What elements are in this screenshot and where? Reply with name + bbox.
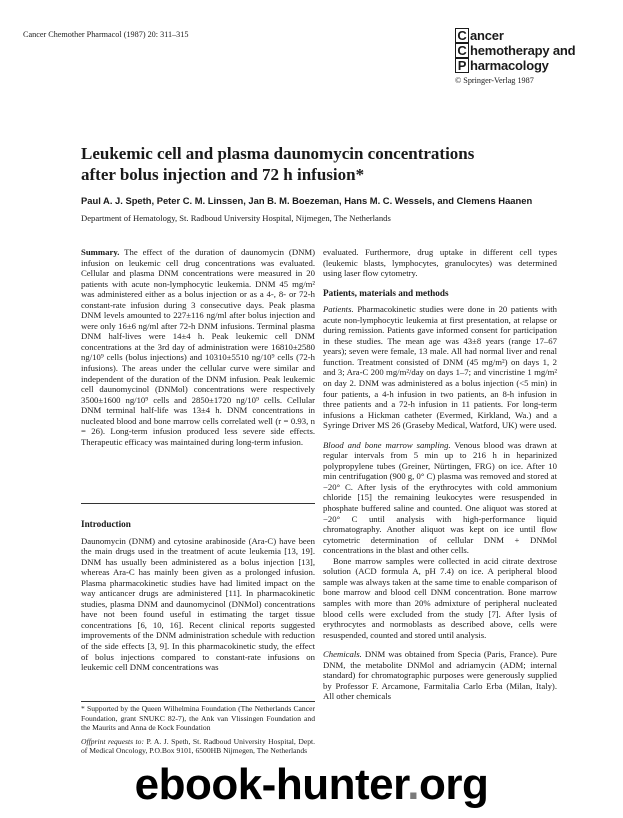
- summary-label: Summary.: [81, 247, 120, 257]
- article-title: [81, 143, 561, 185]
- summary-text: The effect of the duration of daunomycin (DNM) infusion on leukemic cell drug concentrations was evaluated. Cellular and plasma DNM concentrations were measured in 20 patients with acute non-lymphocytic leukemia. DNM 45 mg/m² was administered either as a bolus injection or as a 4-, 8- or 72-h constant-rate infusion during 3 consecutive days. Peak plasma DNM levels amounted to 227±116 ng/ml after bolus injection and were only 16±6 ng/ml after 72-h DNM infusions. Terminal plasma DNM half-lives were 14±4 h. Peak leukemic cell DNM concentrations at the 3rd day of administration were 16810±2580 ng/10⁹ cells (bolus injections) and 10310±5510 ng/10⁹ cells (72-h infusions). The areas under the cellular curve were similar and independent of the duration of the DNM infusion. Peak leukemic cell daunomycinol (DNMol) concentrations were respectively 3500±1600 ng/10⁹ cells and 2850±1720 ng/10⁹ cells. Cellular DNM terminal half-life was 13±4 h. DNM concentrations in nucleated blood and bone marrow cells correlated well (r = 0.93, n = 26). Long-term infusion produced less severe side effects. Therapeutic efficacy was maintained during long-term infusion.: [81, 247, 315, 447]
- chemicals-text: DNM was obtained from Specia (Paris, France). Pure DNM, the metabolite DNMol and adriamycin (ADM; internal standard) for chromatographic purposes were generously supplied by Professor F. Arcamone, Farmitalia Carlo Erba (Milan, Italy). All other chemicals: [323, 649, 557, 702]
- patients-paragraph: [323, 304, 557, 431]
- intro-continuation: evaluated. Furthermore, drug uptake in different cell types (leukemic blasts, lymphocytes, granulocytes) was determined using laser flow cytometry.: [323, 247, 557, 279]
- copyright-notice: © Springer-Verlag 1987: [455, 76, 534, 85]
- summary-paragraph: [81, 247, 315, 447]
- footnote-divider: [81, 701, 315, 702]
- introduction-text: Daunomycin (DNM) and cytosine arabinoside (Ara-C) have been the main drugs used in the treatment of acute leukemia [13, 19]. DNM has usually been administered as a bolus injection [13], whereas Ara-C has mainly been given as a prolonged infusion. Plasma pharmacokinetic studies have had limited impact on the way anticancer drugs are administered [11]. In pharmacokinetic studies, plasma DNM and daunomycinol (DNMol) concentrations have not been found useful in estimating the target tissue concentrations [6, 10, 16]. Recent clinical reports suggested improvements of the DNM administration schedule with reduction of the side effects [3, 9]. In this pharmacokinetic study, the effect of bolus injections compared to constant-rate infusions on leukemic cell DNM concentrations was: [81, 535, 315, 673]
- journal-word-1: ancer: [470, 28, 504, 43]
- introduction-heading: Introduction: [81, 519, 131, 529]
- left-column: [81, 247, 315, 447]
- title-line-2: after bolus injection and 72 h infusion*: [81, 165, 365, 184]
- methods-heading: Patients, materials and methods: [323, 287, 449, 298]
- journal-name-line-2: [455, 43, 605, 58]
- journal-initial-1: C: [455, 28, 469, 43]
- right-column: [323, 247, 557, 702]
- journal-initial-2: C: [455, 43, 469, 58]
- funding-footnote: * Supported by the Queen Wilhelmina Foundation (The Netherlands Cancer Foundation, grant SNUKC 82-7), the Ank van Vlissingen Foundation and the Maurits and Anna de Kock Foundation: [81, 704, 315, 733]
- journal-logo: [455, 28, 605, 86]
- offprint-label: Offprint requests to:: [81, 736, 144, 746]
- journal-initial-3: P: [455, 58, 469, 73]
- journal-name-line-3: [455, 58, 605, 73]
- journal-word-2: hemotherapy and: [470, 43, 576, 58]
- author-list: Paul A. J. Speth, Peter C. M. Linssen, Jan B. M. Boezeman, Hans M. C. Wessels, and Clemens Haanen: [81, 195, 533, 206]
- affiliation: Department of Hematology, St. Radboud University Hospital, Nijmegen, The Netherlands: [81, 213, 391, 223]
- sampling-paragraph: [323, 440, 557, 556]
- sampling-label: Blood and bone marrow sampling.: [323, 439, 451, 450]
- watermark-right: org: [419, 760, 489, 809]
- offprint-text: P. A. J. Speth, St. Radboud University Hospital, Dept. of Medical Oncology, P.O.Box 9101, 6500HB Nijmegen, The Netherlands: [81, 736, 315, 756]
- summary-divider: [81, 503, 315, 504]
- chemicals-label: Chemicals.: [323, 649, 362, 660]
- watermark-dot: .: [407, 760, 420, 809]
- watermark-left: ebook-hunter: [134, 760, 408, 809]
- patients-label: Patients.: [323, 304, 354, 315]
- journal-name-line-1: [455, 28, 605, 43]
- marrow-paragraph: Bone marrow samples were collected in acid citrate dextrose solution (ACD formula A, pH 7.4) on ice. A peripheral blood sample was always taken at the same time to enable comparison of bone marrow and blood cell DNM concentration. Bone marrow samples with more than 20% admixture of peripheral nucleated blood cells were excluded from the study [7]. After lysis of erythrocytes and normoblasts as described above, cells were resuspended, counted and stored until analysis.: [323, 555, 557, 640]
- patients-text: Pharmacokinetic studies were done in 20 patients with acute non-lymphocytic leukemia at first presentation, at relapse or during remission. Patients gave informed consent for participation in these studies. The mean age was 43±8 years (range 17–67 years); seven were female, 13 male. All had normal liver and renal function. Treatment consisted of DNM (45 mg/m²) on days 1, 2 and 3; Ara-C 200 mg/m²/day on days 1–7; and vincristine 1 mg/m² on day 2. DNM was administered as a bolus injection (<5 min) in four patients, a 4-h infusion in two patients, an 8-h infusion in three patients and a 72-h infusion in 11 patients. For long-term infusions a Hickman catheter (Evermed, Kirkland, Wa.) and a Syringe Driver MS 26 (Graseby Medical, Watford, UK) were used.: [323, 304, 558, 431]
- watermark-logo: [0, 760, 623, 810]
- footnotes: [81, 704, 315, 756]
- sampling-text: Venous blood was drawn at regular intervals from 5 min up to 216 h in heparinized polypropylene tubes (Greiner, Nürtingen, FRG) on ice. After 10 min centrifugation (900 g, 0° C) plasma was removed and stored at −20° C. After lysis of the erythrocytes with cold ammonium chloride [15] the remaining leukocytes were resuspended in phosphate buffered saline and counted. One aliquot was stored at −20° C until analysis with high-performance liquid chromatography. Another aliquot was kept on ice until flow cytometric determination of cellular DNM + DNMol concentrations in the blast and other cells.: [323, 439, 557, 556]
- journal-word-3: harmacology: [470, 58, 549, 73]
- chemicals-paragraph: [323, 649, 557, 702]
- offprint-footnote: [81, 737, 315, 756]
- journal-citation: Cancer Chemother Pharmacol (1987) 20: 311–315: [23, 30, 189, 39]
- introduction-section: [81, 510, 315, 673]
- title-line-1: Leukemic cell and plasma daunomycin concentrations: [81, 144, 475, 163]
